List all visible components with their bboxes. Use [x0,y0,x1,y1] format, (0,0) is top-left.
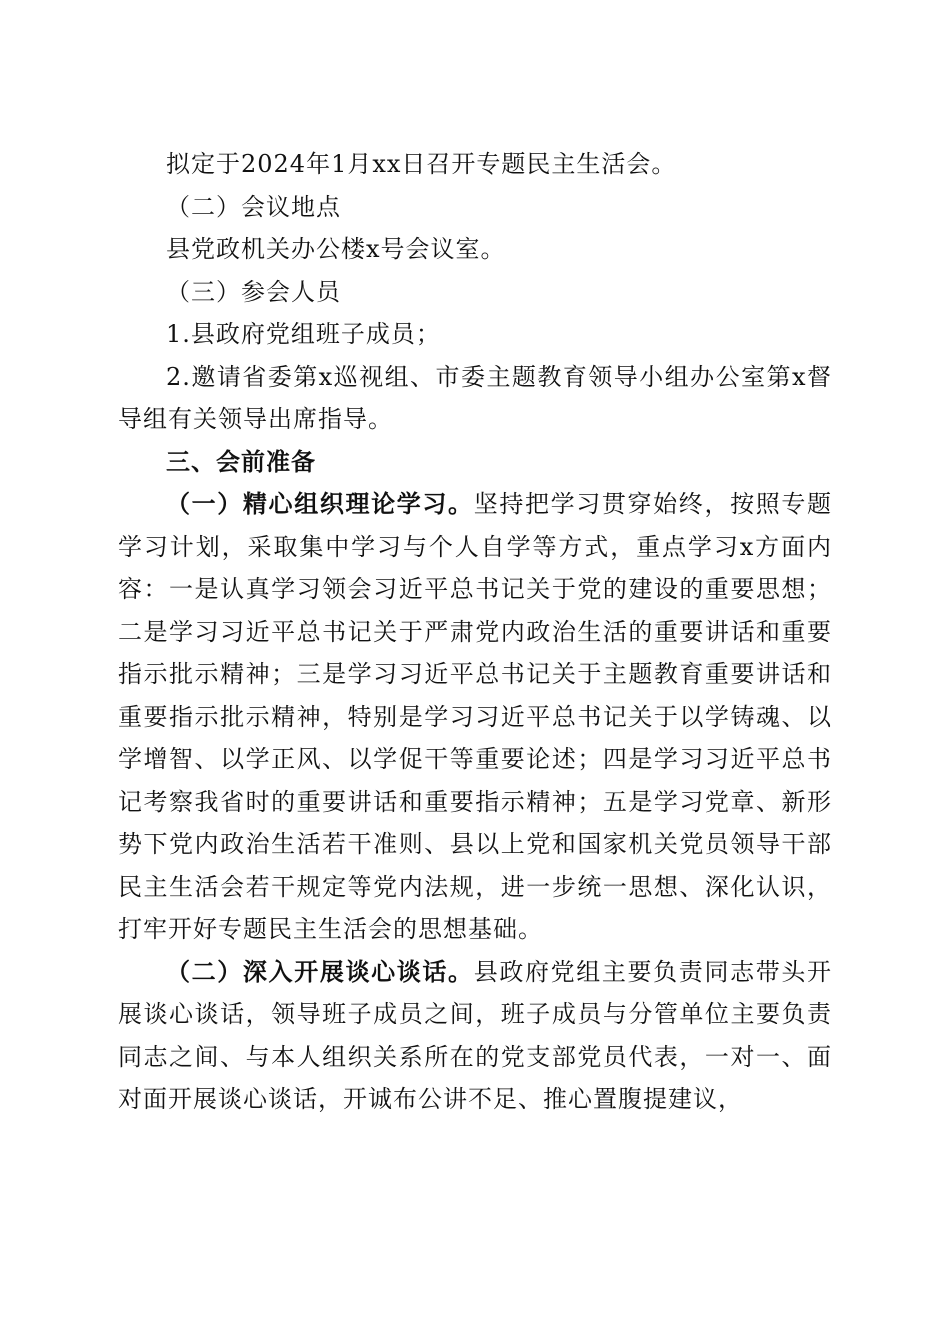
section-heading-preparation: 三、会前准备 [166,447,316,476]
prep-paragraph-1-title: （一）精心组织理论学习。 [166,490,474,518]
prep-paragraph-1 [118,483,832,951]
attendee-item-2: 2.邀请省委第x巡视组、市委主题教育领导小组办公室第x督导组有关领导出席指导。 [118,362,832,433]
meeting-location-heading: （二）会议地点 [166,192,341,221]
attendees-heading: （三）参会人员 [166,277,341,306]
prep-paragraph-2-title: （二）深入开展谈心谈话。 [166,957,474,986]
attendee-item-1: 1.县政府党组班子成员； [166,320,441,348]
prep-paragraph-1-body: 坚持把学习贯穿始终，按照专题学习计划，采取集中学习与个人自学等方式，重点学习x方面内容：一是认真学习领会习近平总书记关于党的建设的重要思想；二是学习习近平总书记关于严肃党内政治生活的重要讲话和重要指示批示精神；三是学习习近平总书记关于主题教育重要讲话和重要指示批示精神，特别是学习习近平总书记关于以学铸魂、以学增智、以学正风、以学促干等重要论述；四是学习习近平总书记考察我省时的重要讲话和重要指示精神；五是学习党章、新形势下党内政治生活若干准则、县以上党和国家机关党员领导干部民主生活会若干规定等党内法规，进一步统一思想、深化认识，打牢开好专题民主生活会的思想基础。 [118,490,833,943]
meeting-location-paragraph: 县党政机关办公楼x号会议室。 [166,235,506,263]
prep-paragraph-2-body: 县政府党组主要负责同志带头开展谈心谈话，领导班子成员之间，班子成员与分管单位主要负责同志之间、与本人组织关系所在的党支部党员代表，一对一、面对面开展谈心谈话，开诚布公讲不足、推心置腹提建议， [118,957,833,1113]
meeting-date-paragraph: 拟定于2024年1月xx日召开专题民主生活会。 [166,150,677,178]
prep-paragraph-2 [118,951,832,1121]
document-page [118,143,832,1121]
